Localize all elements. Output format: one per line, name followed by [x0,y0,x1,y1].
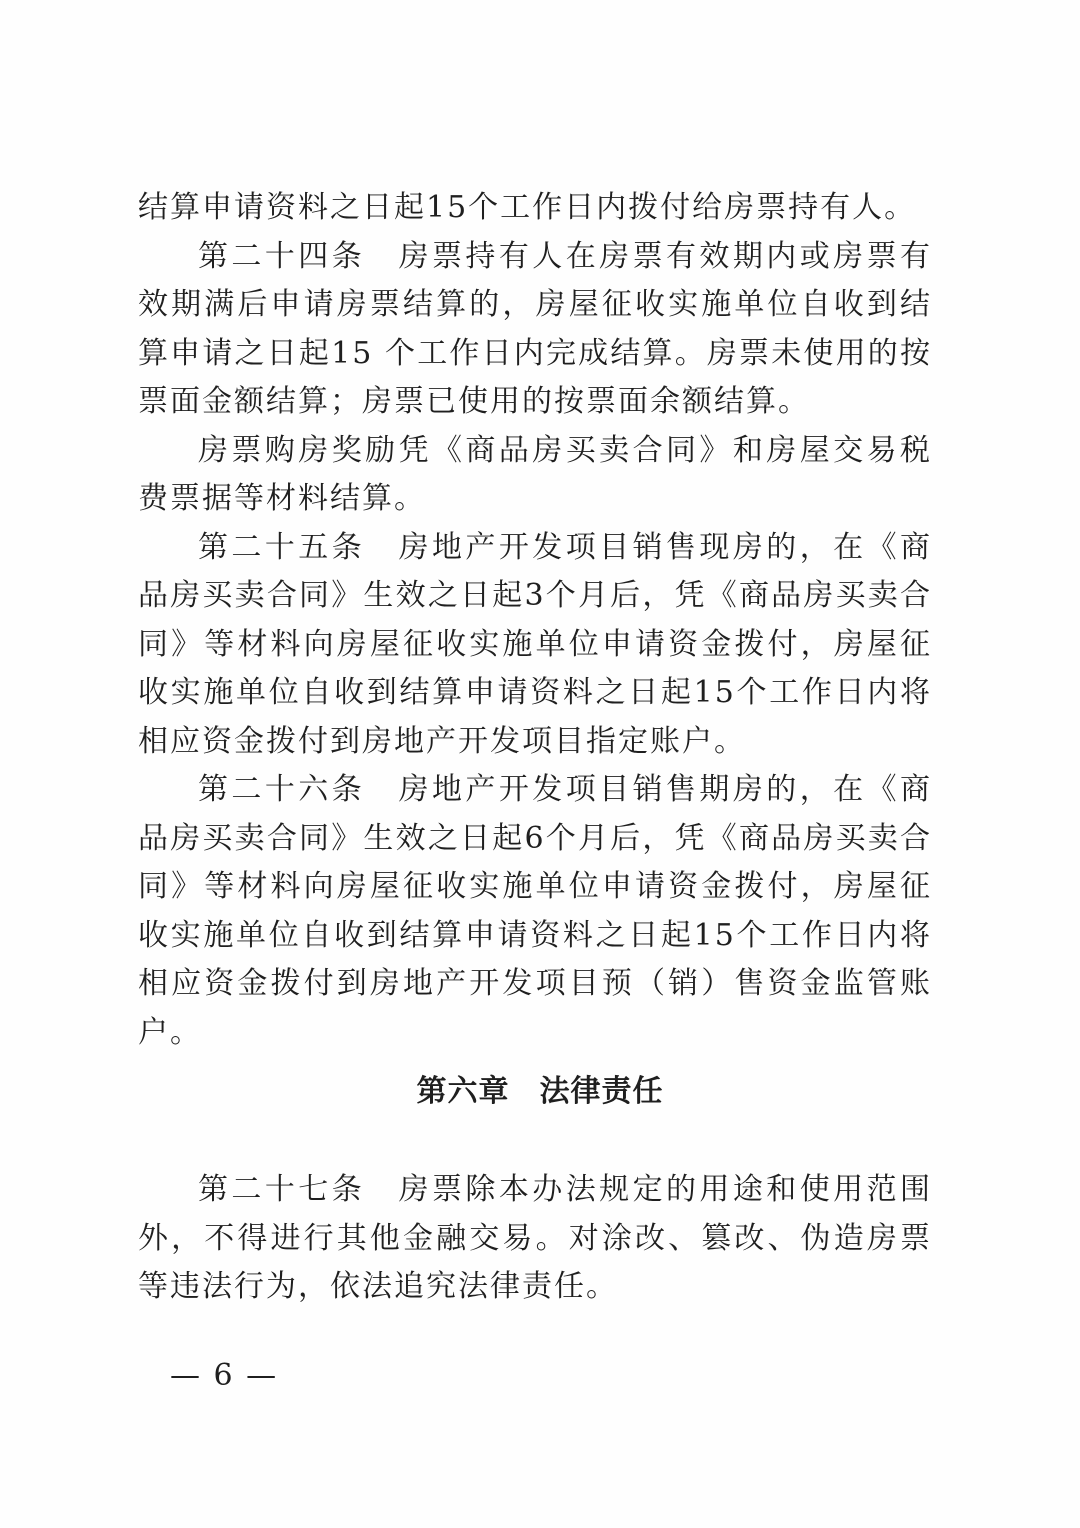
body-text-bottom [138,1166,932,1312]
chapter-number: 第六章 [416,1074,510,1109]
page-number: — 6 — [170,1358,279,1393]
chapter-heading [0,1066,1080,1110]
chapter-title: 法律责任 [539,1074,664,1109]
paragraph-article-27: 第二十七条 房票除本办法规定的用途和使用范围外，不得进行其他金融交易。对涂改、篡改、伪造房票等违法行为，依法追究法律责任。 [138,1172,932,1304]
paragraph-continuation: 结算申请资料之日起15个工作日内拨付给房票持有人。 [138,190,917,225]
paragraph-article-24: 第二十四条 房票持有人在房票有效期内或房票有效期满后申请房票结算的，房屋征收实施单位自收到结算申请之日起15 个工作日内完成结算。房票未使用的按票面金额结算；房票已使用的按票面余额结算。 [138,238,932,419]
body-text-top [138,184,932,1057]
paragraph-article-25: 第二十五条 房地产开发项目销售现房的，在《商品房买卖合同》生效之日起3个月后，凭《商品房买卖合同》等材料向房屋征收实施单位申请资金拨付，房屋征收实施单位自收到结算申请资料之日起15个工作日内将相应资金拨付到房地产开发项目指定账户。 [138,529,932,759]
paragraph-article-26: 第二十六条 房地产开发项目销售期房的，在《商品房买卖合同》生效之日起6个月后，凭《商品房买卖合同》等材料向房屋征收实施单位申请资金拨付，房屋征收实施单位自收到结算申请资料之日起15个工作日内将相应资金拨付到房地产开发项目预（销）售资金监管账户。 [138,772,932,1050]
paragraph-reward-settlement: 房票购房奖励凭《商品房买卖合同》和房屋交易税费票据等材料结算。 [138,432,932,516]
